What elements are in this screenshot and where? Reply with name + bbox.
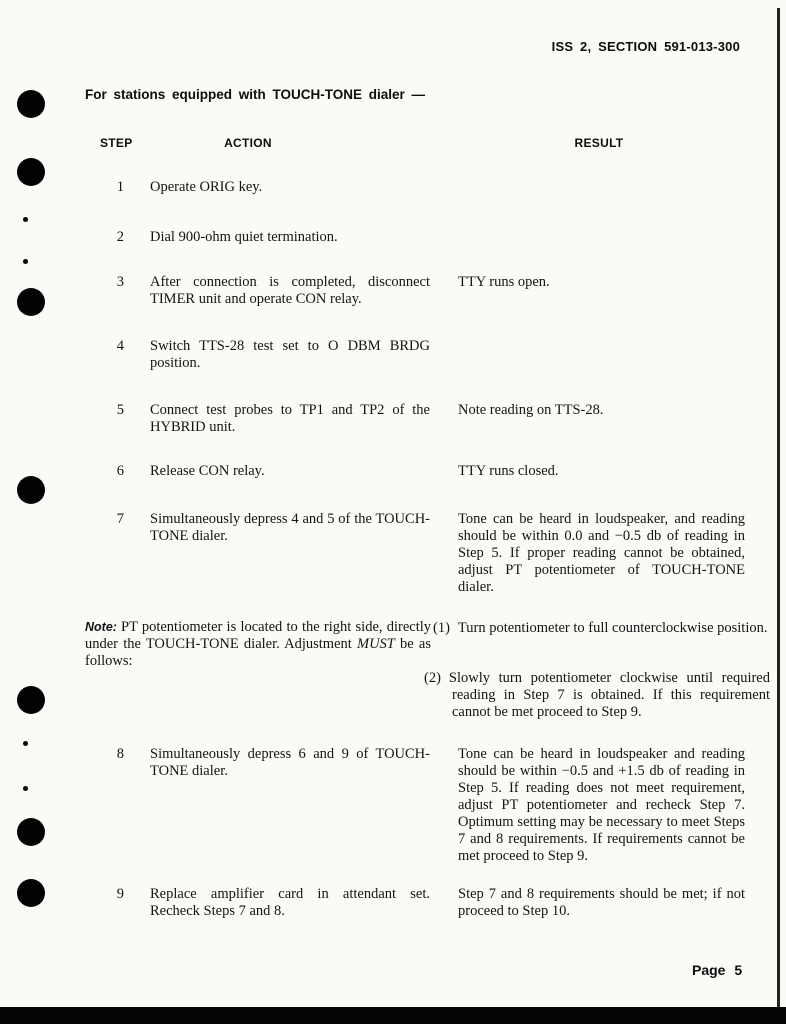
scan-bottom-bar <box>0 1007 786 1024</box>
section-header: ISS 2, SECTION 591-013-300 <box>551 39 740 54</box>
binding-dot <box>17 90 45 118</box>
action-cell: Dial 900-ohm quiet termination. <box>150 229 338 245</box>
binding-dot <box>17 158 45 186</box>
result-cell: Tone can be heard in loudspeaker and reading should be within −0.5 and +1.5 db of reading in Step 5. If reading does not meet requirement, adjust PT potentiometer and recheck Step 7. Optimum setting may be necessary to meet Steps 7 and 8 requirements. If requirements cannot be met proceed to Step 9. <box>458 746 745 864</box>
action-cell: Switch TTS-28 test set to O DBM BRDG position. <box>150 338 430 371</box>
binding-dot <box>17 686 45 714</box>
binding-dot <box>17 818 45 846</box>
note-item-number: (1) <box>433 620 450 636</box>
binding-dot <box>23 741 28 746</box>
note-item-1 <box>433 620 768 637</box>
step-number: 9 <box>116 886 124 902</box>
note-text-after: be as follows: <box>85 636 431 669</box>
binding-dot <box>23 786 28 791</box>
action-cell: Release CON relay. <box>150 463 265 479</box>
binding-dot <box>17 288 45 316</box>
note-text-before: PT potentiometer is located to the right side, directly under the TOUCH-TONE dialer. Adjustment <box>85 619 431 652</box>
note-label: Note: <box>85 620 117 634</box>
binding-dot <box>23 259 28 264</box>
action-cell: Connect test probes to TP1 and TP2 of the HYBRID unit. <box>150 402 430 435</box>
note-paragraph <box>85 619 431 670</box>
action-cell: Operate ORIG key. <box>150 179 263 195</box>
binding-dot <box>17 476 45 504</box>
action-cell: After connection is completed, disconnect TIMER unit and operate CON relay. <box>150 274 430 307</box>
note-item-text: Turn potentiometer to full counterclockwise position. <box>457 620 768 636</box>
result-cell: TTY runs closed. <box>458 463 559 479</box>
step-number: 1 <box>116 179 124 195</box>
intro-line: For stations equipped with TOUCH-TONE dialer — <box>85 87 426 102</box>
column-header-result: RESULT <box>574 136 624 150</box>
step-number: 2 <box>116 229 124 245</box>
result-cell: Note reading on TTS-28. <box>458 402 604 418</box>
step-number: 5 <box>116 402 124 418</box>
binding-dot <box>17 879 45 907</box>
action-cell: Simultaneously depress 4 and 5 of the TOUCH-TONE dialer. <box>150 511 430 544</box>
step-number: 3 <box>116 274 124 290</box>
page-edge-line <box>777 8 780 1010</box>
action-cell: Simultaneously depress 6 and 9 of TOUCH-TONE dialer. <box>150 746 430 779</box>
step-number: 6 <box>116 463 124 479</box>
step-number: 8 <box>116 746 124 762</box>
result-cell: Tone can be heard in loudspeaker, and reading should be within 0.0 and −0.5 db of reading in Step 5. If proper reading cannot be obtained, adjust PT potentiometer of TOUCH-TONE dialer. <box>458 511 745 595</box>
action-cell: Replace amplifier card in attendant set. Recheck Steps 7 and 8. <box>150 886 430 919</box>
note-item-text: Slowly turn potentiometer clockwise until required reading in Step 7 is obtained. If this requirement cannot be met proceed to Step 9. <box>448 670 770 720</box>
step-number: 7 <box>116 511 124 527</box>
binding-dot <box>23 217 28 222</box>
result-cell: Step 7 and 8 requirements should be met; if not proceed to Step 10. <box>458 886 745 919</box>
note-item-number: (2) <box>424 670 441 686</box>
step-number: 4 <box>116 338 124 354</box>
note-item-2 <box>424 670 770 721</box>
page-number: Page 5 <box>692 962 743 978</box>
column-header-step: STEP <box>100 136 133 150</box>
result-cell: TTY runs open. <box>458 274 550 290</box>
column-header-action: ACTION <box>224 136 272 150</box>
note-emphasis: MUST <box>356 636 395 652</box>
